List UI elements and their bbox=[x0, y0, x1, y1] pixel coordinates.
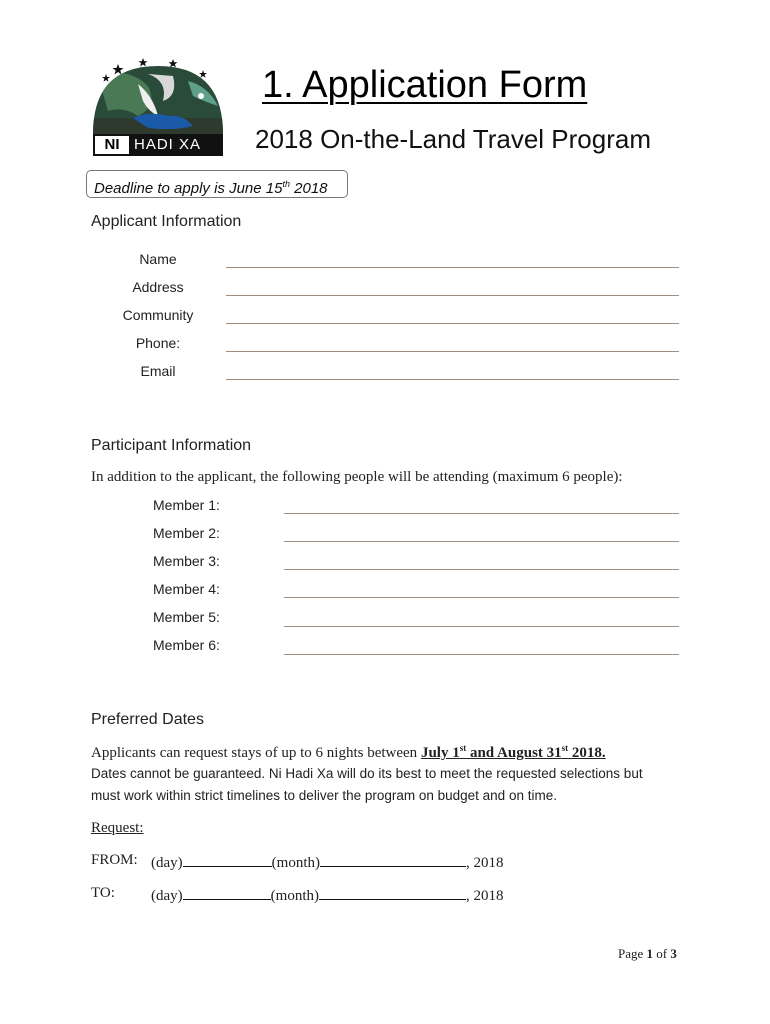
from-label: FROM: bbox=[91, 852, 138, 868]
member-3-field[interactable] bbox=[284, 569, 679, 570]
deadline-text: Deadline to apply is June 15 bbox=[94, 180, 283, 197]
page-of: of bbox=[653, 946, 671, 961]
page-number bbox=[618, 946, 677, 962]
from-date-row bbox=[151, 852, 503, 872]
member-2-label: Member 2: bbox=[153, 525, 220, 541]
dates-start: July 1 bbox=[420, 745, 460, 761]
dates-year: 2018. bbox=[568, 745, 606, 761]
member-3-label: Member 3: bbox=[153, 553, 220, 569]
to-month-field[interactable] bbox=[319, 885, 466, 900]
community-label: Community bbox=[122, 307, 194, 323]
request-label: Request: bbox=[91, 820, 144, 836]
dates-intro-prefix: Applicants can request stays of up to 6 nights between bbox=[91, 745, 421, 761]
name-field[interactable] bbox=[226, 267, 679, 268]
page-subtitle: 2018 On-the-Land Travel Program bbox=[255, 124, 651, 154]
email-label: Email bbox=[140, 363, 176, 379]
member-1-field[interactable] bbox=[284, 513, 679, 514]
from-day-label: (day) bbox=[151, 855, 183, 871]
address-label: Address bbox=[132, 279, 184, 295]
deadline-notice bbox=[86, 170, 348, 198]
to-year-suffix: , 2018 bbox=[465, 888, 504, 904]
member-5-label: Member 5: bbox=[153, 609, 220, 625]
dates-intro-line bbox=[91, 743, 606, 762]
to-date-row bbox=[151, 885, 503, 905]
member-1-label: Member 1: bbox=[153, 497, 220, 513]
from-month-label: (month) bbox=[271, 855, 320, 871]
from-day-field[interactable] bbox=[183, 852, 272, 867]
applicant-info-heading: Applicant Information bbox=[91, 213, 242, 230]
deadline-sup: th bbox=[282, 179, 290, 189]
to-day-label: (day) bbox=[151, 888, 183, 904]
to-month-label: (month) bbox=[270, 888, 319, 904]
page-prefix: Page bbox=[618, 946, 647, 961]
from-year-suffix: , 2018 bbox=[465, 855, 504, 871]
to-day-field[interactable] bbox=[183, 885, 271, 900]
community-field[interactable] bbox=[226, 323, 679, 324]
address-field[interactable] bbox=[226, 295, 679, 296]
phone-label: Phone: bbox=[135, 335, 181, 351]
member-4-field[interactable] bbox=[284, 597, 679, 598]
dates-end-sup: st bbox=[561, 743, 569, 753]
phone-field[interactable] bbox=[226, 351, 679, 352]
to-label: TO: bbox=[91, 885, 115, 901]
dates-end: and August 31 bbox=[466, 745, 562, 761]
page-title: 1. Application Form bbox=[262, 64, 588, 106]
member-4-label: Member 4: bbox=[153, 581, 220, 597]
participant-info-heading: Participant Information bbox=[91, 437, 252, 454]
page-total: 3 bbox=[670, 946, 677, 961]
deadline-year: 2018 bbox=[289, 180, 328, 197]
logo-hadi-xa-text: HADI XA bbox=[134, 136, 202, 153]
member-2-field[interactable] bbox=[284, 541, 679, 542]
dates-guarantee-note: Dates cannot be guaranteed. Ni Hadi Xa will do its best to meet the requested selections but bbox=[91, 766, 643, 781]
participant-intro: In addition to the applicant, the following people will be attending (maximum 6 people): bbox=[91, 469, 623, 485]
name-label: Name bbox=[139, 251, 177, 267]
from-month-field[interactable] bbox=[320, 852, 466, 867]
dates-timeline-note: must work within strict timelines to deliver the program on budget and on time. bbox=[91, 788, 557, 803]
member-6-field[interactable] bbox=[284, 654, 679, 655]
member-5-field[interactable] bbox=[284, 626, 679, 627]
email-field[interactable] bbox=[226, 379, 679, 380]
preferred-dates-heading: Preferred Dates bbox=[91, 711, 204, 728]
member-6-label: Member 6: bbox=[153, 637, 220, 653]
logo-ni-text: NI bbox=[95, 136, 129, 154]
page-current: 1 bbox=[646, 946, 654, 961]
dates-start-sup: st bbox=[459, 743, 467, 753]
